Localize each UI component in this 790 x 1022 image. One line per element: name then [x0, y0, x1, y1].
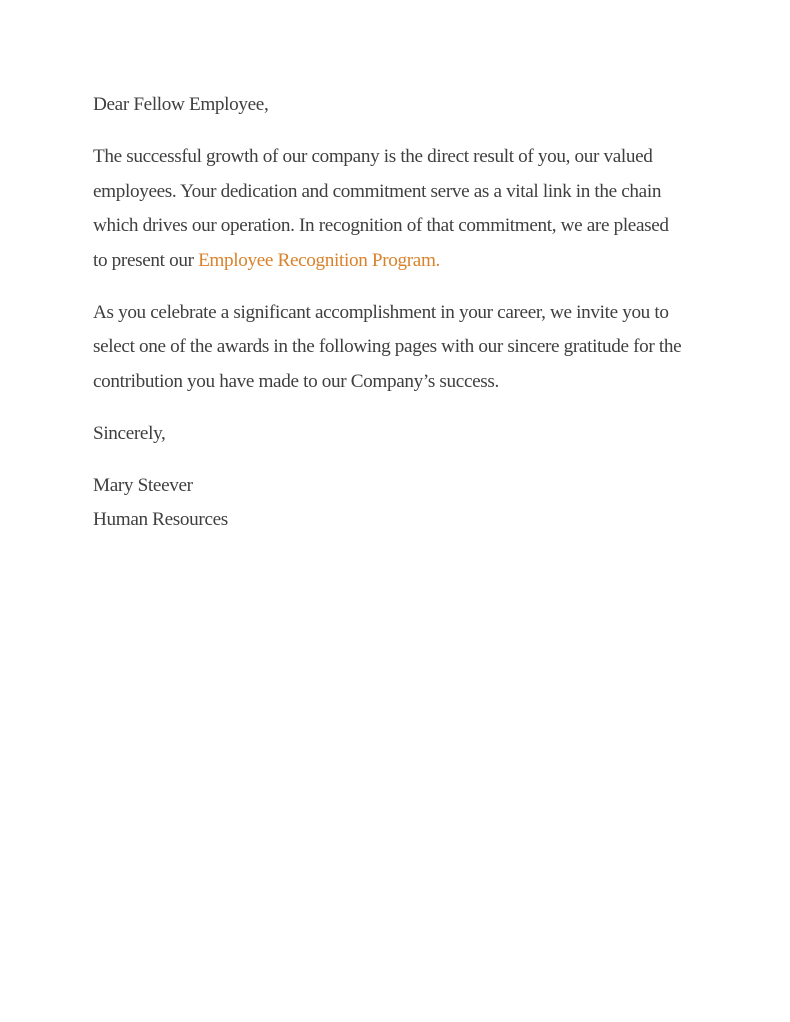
paragraph-line: select one of the awards in the following pages with our sincere gratitude for the	[93, 336, 682, 358]
paragraph-line: The successful growth of our company is the direct result of you, our valued	[93, 146, 653, 167]
line-prefix: to present our	[93, 250, 199, 272]
line-suffix: .	[435, 250, 440, 272]
signer-name: Mary Steever	[93, 474, 193, 496]
paragraph-line	[93, 249, 713, 284]
paragraph-line: As you celebrate a significant accomplishment in your career, we invite you to	[93, 301, 669, 323]
signer-department: Human Resources	[93, 509, 228, 531]
paragraph-invitation	[93, 301, 713, 405]
salutation: Dear Fellow Employee,	[93, 94, 269, 115]
program-name-highlight: Employee Recognition Program	[198, 250, 436, 272]
letter-page	[93, 93, 713, 543]
closing: Sincerely,	[93, 422, 166, 444]
paragraph-line: employees. Your dedication and commitment serve as a vital link in the chain	[93, 180, 662, 202]
paragraph-intro	[93, 145, 713, 284]
paragraph-line: contribution you have made to our Company’s success.	[93, 371, 499, 393]
signature-block	[93, 474, 713, 543]
paragraph-line: which drives our operation. In recognition of that commitment, we are pleased	[93, 215, 669, 237]
